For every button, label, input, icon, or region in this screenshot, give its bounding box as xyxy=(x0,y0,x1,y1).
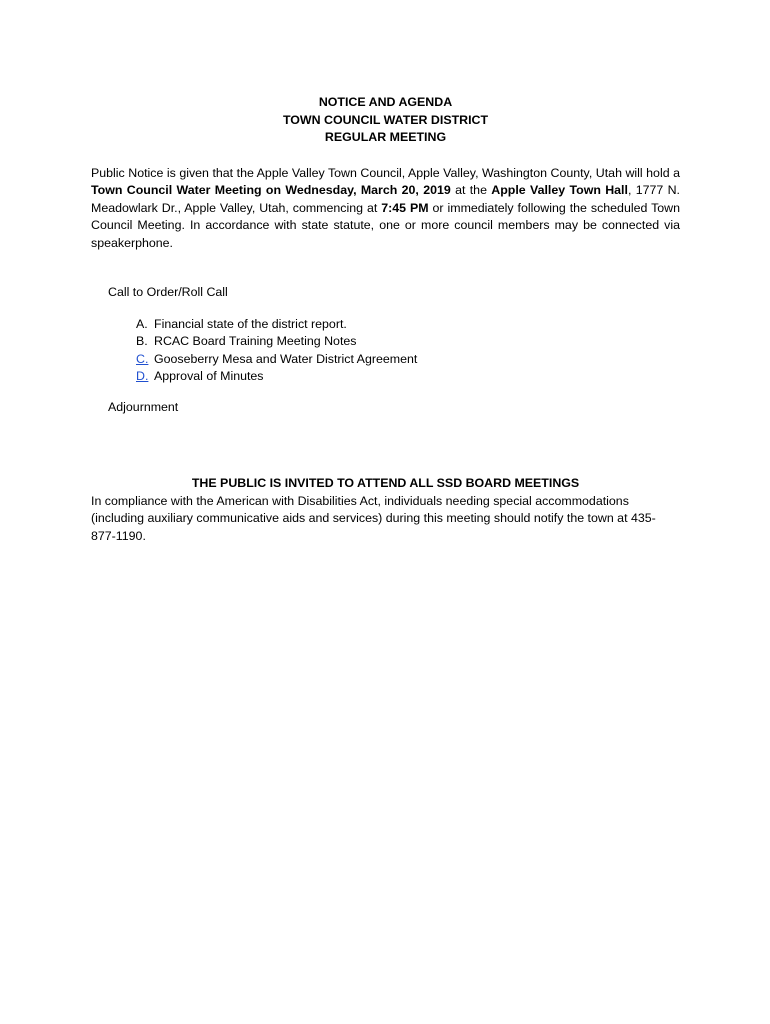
agenda-item-marker: A. xyxy=(136,316,148,331)
public-notice-paragraph xyxy=(91,165,680,253)
agenda-item xyxy=(136,351,680,369)
call-to-order: Call to Order/Roll Call xyxy=(108,285,228,299)
agenda-item-link[interactable]: C. xyxy=(136,351,149,366)
notice-text-2: at the xyxy=(450,183,492,197)
agenda-item-text: Approval of Minutes xyxy=(154,369,264,383)
heading-line-district: TOWN COUNCIL WATER DISTRICT xyxy=(282,112,489,127)
document-heading xyxy=(91,94,680,147)
public-invitation-heading: THE PUBLIC IS INVITED TO ATTEND ALL SSD BOARD MEETINGS xyxy=(191,476,580,490)
adjournment: Adjournment xyxy=(108,399,179,414)
notice-text-3: , 1777 N. Meadowlark Dr., Apple Valley, Utah, commencing at xyxy=(91,183,680,215)
ada-notice: In compliance with the American with Disabilities Act, individuals needing special accommodations (including auxiliary communicative aids and services) during this meeting should notify the town at 435-877-1190. xyxy=(91,493,656,543)
heading-line-notice-agenda: NOTICE AND AGENDA xyxy=(318,95,453,109)
agenda-item-link[interactable]: D. xyxy=(136,369,149,383)
notice-meeting-name: Town Council Water Meeting on Wednesday, March 20, 2019 xyxy=(91,183,451,197)
notice-text-1: Public Notice is given that the Apple Valley Town Council, Apple Valley, Washington County, Utah will hold a xyxy=(91,165,680,180)
agenda-list xyxy=(136,316,680,386)
notice-text-4: or immediately following the scheduled Town Council Meeting. In accordance with state statute, one or more council members may be connected via speakerphone. xyxy=(91,200,681,250)
agenda-item xyxy=(136,368,680,386)
agenda-item xyxy=(136,316,680,334)
notice-location: Apple Valley Town Hall xyxy=(491,183,628,197)
heading-line-meeting-type: REGULAR MEETING xyxy=(324,130,447,144)
document-page xyxy=(91,94,680,545)
notice-time: 7:45 PM xyxy=(381,200,429,215)
agenda-item-text: Gooseberry Mesa and Water District Agreement xyxy=(154,351,418,366)
agenda-item xyxy=(136,333,680,351)
agenda-item-marker: B. xyxy=(136,334,148,348)
agenda-item-text: Financial state of the district report. xyxy=(154,316,347,331)
agenda-item-text: RCAC Board Training Meeting Notes xyxy=(154,334,357,348)
